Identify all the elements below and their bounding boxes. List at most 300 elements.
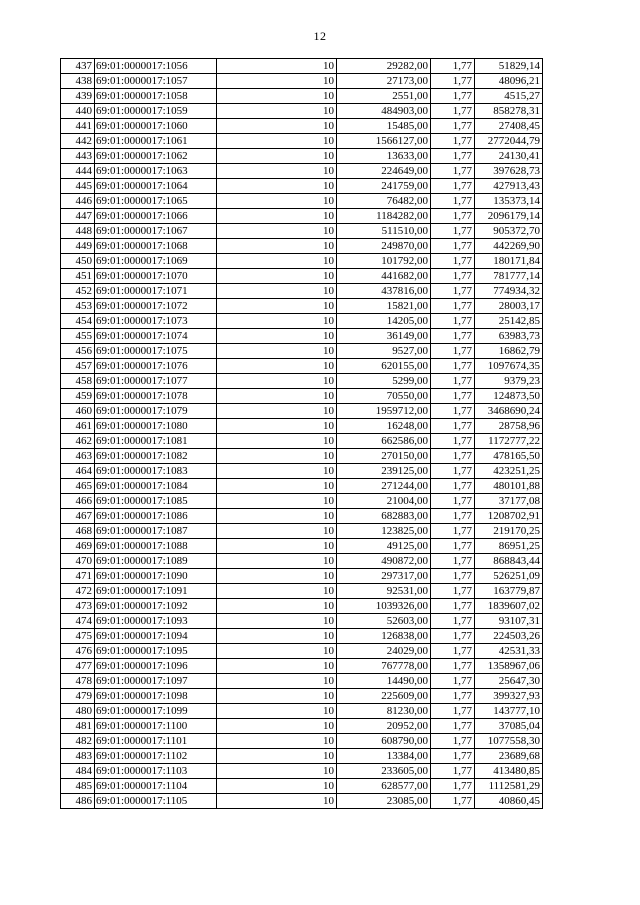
rate-cell: 10 [217, 584, 337, 599]
row-number-cell: 451 [61, 269, 95, 284]
row-number-cell: 442 [61, 134, 95, 149]
amount-cell: 3468690,24 [475, 404, 543, 419]
cadastral-number-cell: 69:01:0000017:1104 [95, 779, 217, 794]
rate-cell: 10 [217, 404, 337, 419]
area-value-cell: 20952,00 [337, 719, 431, 734]
area-value-cell: 662586,00 [337, 434, 431, 449]
coefficient-cell: 1,77 [431, 374, 475, 389]
row-number-cell: 467 [61, 509, 95, 524]
coefficient-cell: 1,77 [431, 164, 475, 179]
area-value-cell: 239125,00 [337, 464, 431, 479]
rate-cell: 10 [217, 449, 337, 464]
area-value-cell: 14490,00 [337, 674, 431, 689]
coefficient-cell: 1,77 [431, 674, 475, 689]
coefficient-cell: 1,77 [431, 704, 475, 719]
coefficient-cell: 1,77 [431, 254, 475, 269]
area-value-cell: 1566127,00 [337, 134, 431, 149]
coefficient-cell: 1,77 [431, 599, 475, 614]
row-number-cell: 447 [61, 209, 95, 224]
row-number-cell: 478 [61, 674, 95, 689]
table-row [61, 704, 543, 719]
coefficient-cell: 1,77 [431, 494, 475, 509]
table-row [61, 629, 543, 644]
area-value-cell: 297317,00 [337, 569, 431, 584]
row-number-cell: 471 [61, 569, 95, 584]
cadastral-number-cell: 69:01:0000017:1077 [95, 374, 217, 389]
amount-cell: 423251,25 [475, 464, 543, 479]
coefficient-cell: 1,77 [431, 659, 475, 674]
cadastral-number-cell: 69:01:0000017:1082 [95, 449, 217, 464]
coefficient-cell: 1,77 [431, 614, 475, 629]
table-row [61, 179, 543, 194]
row-number-cell: 464 [61, 464, 95, 479]
area-value-cell: 126838,00 [337, 629, 431, 644]
table-row [61, 269, 543, 284]
amount-cell: 868843,44 [475, 554, 543, 569]
coefficient-cell: 1,77 [431, 629, 475, 644]
area-value-cell: 15485,00 [337, 119, 431, 134]
cadastral-number-cell: 69:01:0000017:1067 [95, 224, 217, 239]
row-number-cell: 457 [61, 359, 95, 374]
table-row [61, 404, 543, 419]
coefficient-cell: 1,77 [431, 359, 475, 374]
amount-cell: 25142,85 [475, 314, 543, 329]
coefficient-cell: 1,77 [431, 794, 475, 809]
table-row [61, 719, 543, 734]
cadastral-number-cell: 69:01:0000017:1060 [95, 119, 217, 134]
area-value-cell: 23085,00 [337, 794, 431, 809]
cadastral-number-cell: 69:01:0000017:1102 [95, 749, 217, 764]
coefficient-cell: 1,77 [431, 554, 475, 569]
coefficient-cell: 1,77 [431, 764, 475, 779]
cadastral-number-cell: 69:01:0000017:1098 [95, 689, 217, 704]
coefficient-cell: 1,77 [431, 284, 475, 299]
rate-cell: 10 [217, 674, 337, 689]
table-row [61, 74, 543, 89]
area-value-cell: 270150,00 [337, 449, 431, 464]
table-row [61, 614, 543, 629]
cadastral-number-cell: 69:01:0000017:1081 [95, 434, 217, 449]
rate-cell: 10 [217, 134, 337, 149]
rate-cell: 10 [217, 389, 337, 404]
row-number-cell: 472 [61, 584, 95, 599]
coefficient-cell: 1,77 [431, 329, 475, 344]
rate-cell: 10 [217, 119, 337, 134]
rate-cell: 10 [217, 89, 337, 104]
cadastral-number-cell: 69:01:0000017:1093 [95, 614, 217, 629]
rate-cell: 10 [217, 344, 337, 359]
cadastral-number-cell: 69:01:0000017:1086 [95, 509, 217, 524]
rate-cell: 10 [217, 224, 337, 239]
rate-cell: 10 [217, 74, 337, 89]
rate-cell: 10 [217, 179, 337, 194]
row-number-cell: 459 [61, 389, 95, 404]
table-row [61, 749, 543, 764]
rate-cell: 10 [217, 254, 337, 269]
rate-cell: 10 [217, 749, 337, 764]
coefficient-cell: 1,77 [431, 539, 475, 554]
area-value-cell: 52603,00 [337, 614, 431, 629]
table-row [61, 734, 543, 749]
row-number-cell: 468 [61, 524, 95, 539]
table-row [61, 314, 543, 329]
coefficient-cell: 1,77 [431, 104, 475, 119]
coefficient-cell: 1,77 [431, 719, 475, 734]
cadastral-number-cell: 69:01:0000017:1075 [95, 344, 217, 359]
cadastral-number-cell: 69:01:0000017:1061 [95, 134, 217, 149]
rate-cell: 10 [217, 524, 337, 539]
rate-cell: 10 [217, 764, 337, 779]
area-value-cell: 76482,00 [337, 194, 431, 209]
amount-cell: 180171,84 [475, 254, 543, 269]
area-value-cell: 27173,00 [337, 74, 431, 89]
coefficient-cell: 1,77 [431, 194, 475, 209]
rate-cell: 10 [217, 659, 337, 674]
rate-cell: 10 [217, 614, 337, 629]
table-row [61, 794, 543, 809]
rate-cell: 10 [217, 59, 337, 74]
rate-cell: 10 [217, 539, 337, 554]
row-number-cell: 486 [61, 794, 95, 809]
amount-cell: 526251,09 [475, 569, 543, 584]
cadastral-number-cell: 69:01:0000017:1084 [95, 479, 217, 494]
amount-cell: 163779,87 [475, 584, 543, 599]
rate-cell: 10 [217, 299, 337, 314]
coefficient-cell: 1,77 [431, 734, 475, 749]
rate-cell: 10 [217, 314, 337, 329]
area-value-cell: 249870,00 [337, 239, 431, 254]
area-value-cell: 484903,00 [337, 104, 431, 119]
amount-cell: 37177,08 [475, 494, 543, 509]
cadastral-number-cell: 69:01:0000017:1097 [95, 674, 217, 689]
cadastral-number-cell: 69:01:0000017:1064 [95, 179, 217, 194]
table-row [61, 284, 543, 299]
coefficient-cell: 1,77 [431, 569, 475, 584]
table-row [61, 374, 543, 389]
row-number-cell: 461 [61, 419, 95, 434]
row-number-cell: 440 [61, 104, 95, 119]
area-value-cell: 29282,00 [337, 59, 431, 74]
coefficient-cell: 1,77 [431, 74, 475, 89]
area-value-cell: 5299,00 [337, 374, 431, 389]
table-row [61, 104, 543, 119]
area-value-cell: 441682,00 [337, 269, 431, 284]
rate-cell: 10 [217, 569, 337, 584]
rate-cell: 10 [217, 494, 337, 509]
coefficient-cell: 1,77 [431, 584, 475, 599]
rate-cell: 10 [217, 434, 337, 449]
rate-cell: 10 [217, 359, 337, 374]
row-number-cell: 439 [61, 89, 95, 104]
rate-cell: 10 [217, 329, 337, 344]
rate-cell: 10 [217, 734, 337, 749]
rate-cell: 10 [217, 149, 337, 164]
amount-cell: 2096179,14 [475, 209, 543, 224]
amount-cell: 143777,10 [475, 704, 543, 719]
row-number-cell: 450 [61, 254, 95, 269]
area-value-cell: 70550,00 [337, 389, 431, 404]
amount-cell: 224503,26 [475, 629, 543, 644]
row-number-cell: 446 [61, 194, 95, 209]
coefficient-cell: 1,77 [431, 239, 475, 254]
row-number-cell: 477 [61, 659, 95, 674]
table-body [61, 59, 543, 809]
row-number-cell: 466 [61, 494, 95, 509]
table-row [61, 224, 543, 239]
table-row [61, 659, 543, 674]
rate-cell: 10 [217, 794, 337, 809]
amount-cell: 397628,73 [475, 164, 543, 179]
cadastral-number-cell: 69:01:0000017:1063 [95, 164, 217, 179]
row-number-cell: 470 [61, 554, 95, 569]
row-number-cell: 455 [61, 329, 95, 344]
rate-cell: 10 [217, 599, 337, 614]
cadastral-number-cell: 69:01:0000017:1059 [95, 104, 217, 119]
cadastral-number-cell: 69:01:0000017:1062 [95, 149, 217, 164]
coefficient-cell: 1,77 [431, 224, 475, 239]
coefficient-cell: 1,77 [431, 119, 475, 134]
cadastral-number-cell: 69:01:0000017:1090 [95, 569, 217, 584]
table-row [61, 119, 543, 134]
coefficient-cell: 1,77 [431, 59, 475, 74]
rate-cell: 10 [217, 704, 337, 719]
rate-cell: 10 [217, 719, 337, 734]
coefficient-cell: 1,77 [431, 179, 475, 194]
area-value-cell: 1039326,00 [337, 599, 431, 614]
amount-cell: 2772044,79 [475, 134, 543, 149]
cadastral-number-cell: 69:01:0000017:1071 [95, 284, 217, 299]
rate-cell: 10 [217, 509, 337, 524]
cadastral-number-cell: 69:01:0000017:1080 [95, 419, 217, 434]
amount-cell: 478165,50 [475, 449, 543, 464]
cadastral-number-cell: 69:01:0000017:1065 [95, 194, 217, 209]
coefficient-cell: 1,77 [431, 749, 475, 764]
rate-cell: 10 [217, 464, 337, 479]
amount-cell: 427913,43 [475, 179, 543, 194]
amount-cell: 23689,68 [475, 749, 543, 764]
area-value-cell: 620155,00 [337, 359, 431, 374]
amount-cell: 480101,88 [475, 479, 543, 494]
cadastral-number-cell: 69:01:0000017:1074 [95, 329, 217, 344]
coefficient-cell: 1,77 [431, 779, 475, 794]
row-number-cell: 481 [61, 719, 95, 734]
cadastral-number-cell: 69:01:0000017:1103 [95, 764, 217, 779]
area-value-cell: 271244,00 [337, 479, 431, 494]
coefficient-cell: 1,77 [431, 419, 475, 434]
amount-cell: 1839607,02 [475, 599, 543, 614]
area-value-cell: 81230,00 [337, 704, 431, 719]
area-value-cell: 49125,00 [337, 539, 431, 554]
amount-cell: 40860,45 [475, 794, 543, 809]
coefficient-cell: 1,77 [431, 479, 475, 494]
table-row [61, 464, 543, 479]
table-row [61, 674, 543, 689]
area-value-cell: 101792,00 [337, 254, 431, 269]
row-number-cell: 483 [61, 749, 95, 764]
amount-cell: 1097674,35 [475, 359, 543, 374]
table-row [61, 494, 543, 509]
amount-cell: 48096,21 [475, 74, 543, 89]
cadastral-number-cell: 69:01:0000017:1092 [95, 599, 217, 614]
area-value-cell: 2551,00 [337, 89, 431, 104]
coefficient-cell: 1,77 [431, 524, 475, 539]
cadastral-register-table [60, 58, 543, 809]
coefficient-cell: 1,77 [431, 404, 475, 419]
row-number-cell: 480 [61, 704, 95, 719]
table-row [61, 419, 543, 434]
row-number-cell: 469 [61, 539, 95, 554]
row-number-cell: 454 [61, 314, 95, 329]
rate-cell: 10 [217, 209, 337, 224]
row-number-cell: 458 [61, 374, 95, 389]
cadastral-number-cell: 69:01:0000017:1099 [95, 704, 217, 719]
area-value-cell: 14205,00 [337, 314, 431, 329]
cadastral-number-cell: 69:01:0000017:1076 [95, 359, 217, 374]
cadastral-number-cell: 69:01:0000017:1079 [95, 404, 217, 419]
area-value-cell: 36149,00 [337, 329, 431, 344]
table-row [61, 449, 543, 464]
row-number-cell: 445 [61, 179, 95, 194]
amount-cell: 4515,27 [475, 89, 543, 104]
row-number-cell: 460 [61, 404, 95, 419]
amount-cell: 37085,04 [475, 719, 543, 734]
area-value-cell: 233605,00 [337, 764, 431, 779]
row-number-cell: 448 [61, 224, 95, 239]
table-row [61, 569, 543, 584]
coefficient-cell: 1,77 [431, 149, 475, 164]
table-row [61, 359, 543, 374]
table-row [61, 59, 543, 74]
area-value-cell: 608790,00 [337, 734, 431, 749]
cadastral-number-cell: 69:01:0000017:1091 [95, 584, 217, 599]
table-row [61, 434, 543, 449]
area-value-cell: 13633,00 [337, 149, 431, 164]
area-value-cell: 13384,00 [337, 749, 431, 764]
rate-cell: 10 [217, 629, 337, 644]
rate-cell: 10 [217, 194, 337, 209]
cadastral-number-cell: 69:01:0000017:1105 [95, 794, 217, 809]
amount-cell: 858278,31 [475, 104, 543, 119]
cadastral-number-cell: 69:01:0000017:1100 [95, 719, 217, 734]
area-value-cell: 21004,00 [337, 494, 431, 509]
row-number-cell: 473 [61, 599, 95, 614]
rate-cell: 10 [217, 479, 337, 494]
coefficient-cell: 1,77 [431, 389, 475, 404]
table-row [61, 644, 543, 659]
coefficient-cell: 1,77 [431, 89, 475, 104]
cadastral-number-cell: 69:01:0000017:1057 [95, 74, 217, 89]
coefficient-cell: 1,77 [431, 269, 475, 284]
area-value-cell: 437816,00 [337, 284, 431, 299]
coefficient-cell: 1,77 [431, 299, 475, 314]
table-row [61, 389, 543, 404]
coefficient-cell: 1,77 [431, 644, 475, 659]
table-row [61, 689, 543, 704]
rate-cell: 10 [217, 104, 337, 119]
area-value-cell: 1184282,00 [337, 209, 431, 224]
amount-cell: 1172777,22 [475, 434, 543, 449]
table-row [61, 89, 543, 104]
coefficient-cell: 1,77 [431, 344, 475, 359]
row-number-cell: 452 [61, 284, 95, 299]
row-number-cell: 441 [61, 119, 95, 134]
amount-cell: 51829,14 [475, 59, 543, 74]
amount-cell: 28003,17 [475, 299, 543, 314]
cadastral-number-cell: 69:01:0000017:1094 [95, 629, 217, 644]
amount-cell: 24130,41 [475, 149, 543, 164]
amount-cell: 905372,70 [475, 224, 543, 239]
amount-cell: 1208702,91 [475, 509, 543, 524]
table-row [61, 149, 543, 164]
amount-cell: 399327,93 [475, 689, 543, 704]
amount-cell: 1358967,06 [475, 659, 543, 674]
cadastral-number-cell: 69:01:0000017:1070 [95, 269, 217, 284]
area-value-cell: 1959712,00 [337, 404, 431, 419]
cadastral-number-cell: 69:01:0000017:1069 [95, 254, 217, 269]
row-number-cell: 475 [61, 629, 95, 644]
table-row [61, 209, 543, 224]
row-number-cell: 474 [61, 614, 95, 629]
row-number-cell: 437 [61, 59, 95, 74]
table-row [61, 779, 543, 794]
table-row [61, 344, 543, 359]
table-row [61, 239, 543, 254]
table-row [61, 599, 543, 614]
coefficient-cell: 1,77 [431, 464, 475, 479]
table-row [61, 329, 543, 344]
row-number-cell: 453 [61, 299, 95, 314]
rate-cell: 10 [217, 374, 337, 389]
area-value-cell: 16248,00 [337, 419, 431, 434]
table-row [61, 584, 543, 599]
row-number-cell: 449 [61, 239, 95, 254]
rate-cell: 10 [217, 284, 337, 299]
table-row [61, 764, 543, 779]
coefficient-cell: 1,77 [431, 209, 475, 224]
area-value-cell: 9527,00 [337, 344, 431, 359]
cadastral-number-cell: 69:01:0000017:1085 [95, 494, 217, 509]
amount-cell: 442269,90 [475, 239, 543, 254]
rate-cell: 10 [217, 269, 337, 284]
amount-cell: 42531,33 [475, 644, 543, 659]
rate-cell: 10 [217, 164, 337, 179]
area-value-cell: 15821,00 [337, 299, 431, 314]
amount-cell: 9379,23 [475, 374, 543, 389]
rate-cell: 10 [217, 419, 337, 434]
row-number-cell: 444 [61, 164, 95, 179]
amount-cell: 63983,73 [475, 329, 543, 344]
amount-cell: 28758,96 [475, 419, 543, 434]
coefficient-cell: 1,77 [431, 314, 475, 329]
row-number-cell: 438 [61, 74, 95, 89]
row-number-cell: 484 [61, 764, 95, 779]
coefficient-cell: 1,77 [431, 689, 475, 704]
amount-cell: 93107,31 [475, 614, 543, 629]
area-value-cell: 225609,00 [337, 689, 431, 704]
row-number-cell: 485 [61, 779, 95, 794]
area-value-cell: 92531,00 [337, 584, 431, 599]
cadastral-number-cell: 69:01:0000017:1068 [95, 239, 217, 254]
rate-cell: 10 [217, 689, 337, 704]
coefficient-cell: 1,77 [431, 449, 475, 464]
amount-cell: 413480,85 [475, 764, 543, 779]
rate-cell: 10 [217, 554, 337, 569]
table-row [61, 524, 543, 539]
area-value-cell: 241759,00 [337, 179, 431, 194]
area-value-cell: 123825,00 [337, 524, 431, 539]
table-row [61, 134, 543, 149]
cadastral-number-cell: 69:01:0000017:1058 [95, 89, 217, 104]
